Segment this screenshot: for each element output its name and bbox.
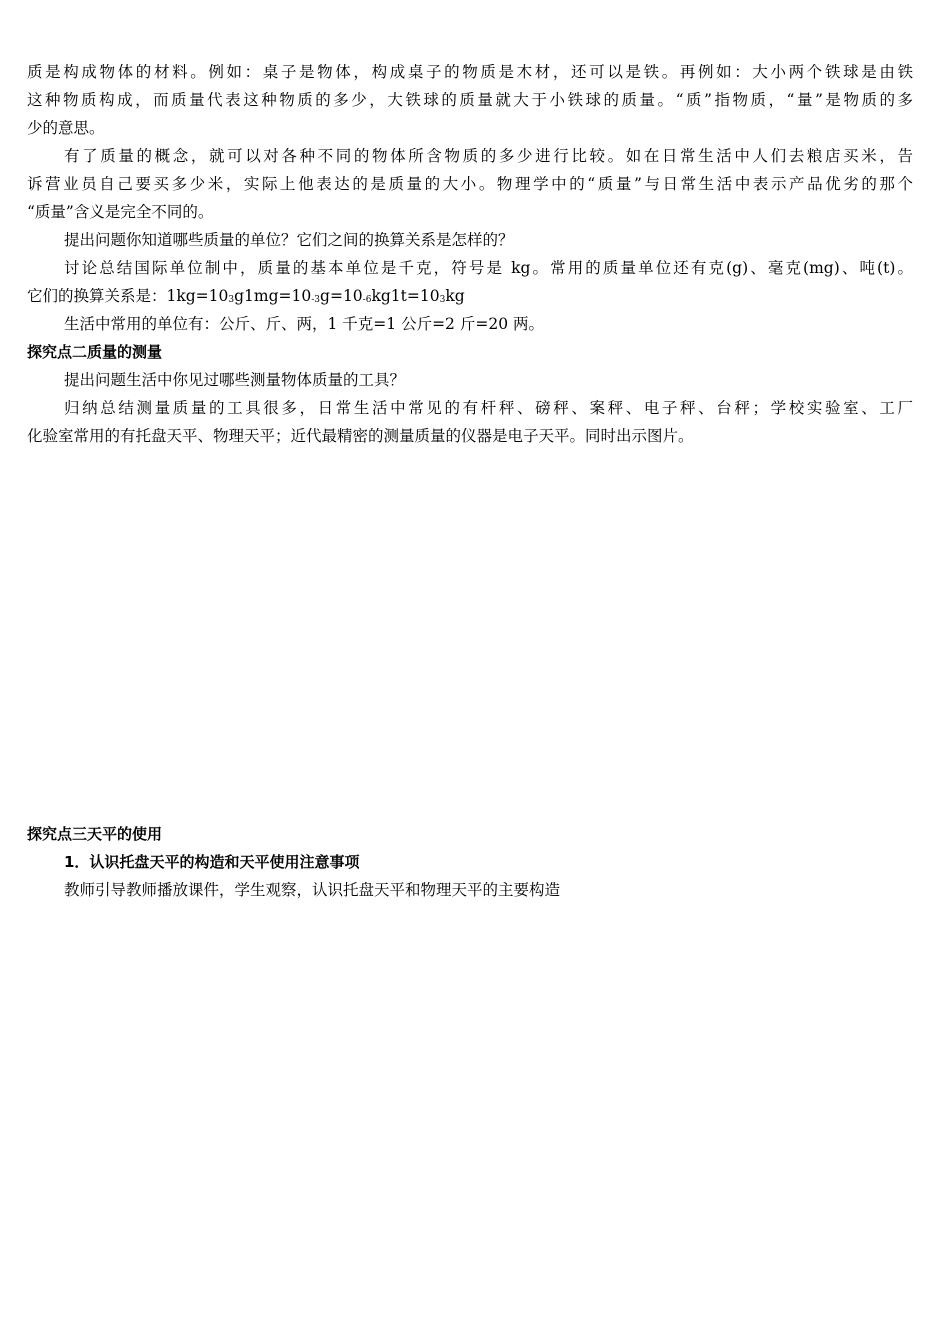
paragraph-1 (27, 58, 913, 86)
paragraph-6: 提出问题生活中你见过哪些测量物体质量的工具？ (64, 371, 406, 389)
text-line: 少的意思。 (27, 119, 105, 137)
paragraph-2-cont (27, 170, 913, 198)
text-segment: kg1t=10 (371, 287, 440, 305)
paragraph-5: 生活中常用的单位有：公斤、斤、两，1 千克=1 公斤=2 斤=20 两。 (64, 315, 544, 333)
text-line: 有了质量的概念，就可以对各种不同的物体所含物质的多少进行比较。如在日常生活中人们去粮店买米，告 (64, 147, 913, 165)
text-line: 化验室常用的有托盘天平、物理天平；近代最精密的测量质量的仪器是电子天平。同时出示图片。 (27, 427, 694, 445)
text-line: 讨论总结国际单位制中，质量的基本单位是千克，符号是 kg。常用的质量单位还有克(g)、毫克(mg)、吨(t)。 (64, 259, 913, 277)
text-line: “质量”含义是完全不同的。 (27, 203, 214, 221)
text-segment: g1mg=10 (234, 287, 312, 305)
paragraph-3: 提出问题你知道哪些质量的单位？它们之间的换算关系是怎样的？ (64, 231, 514, 249)
text-line: 这种物质构成，而质量代表这种物质的多少，大铁球的质量就大于小铁球的质量。“质”指物质，“量”是物质的多 (27, 91, 913, 109)
exponent: -3 (311, 295, 321, 305)
text-line: 质是构成物体的材料。例如：桌子是物体，构成桌子的物质是木材，还可以是铁。再例如：大小两个铁球是由铁 (27, 63, 913, 81)
exponent: 3 (228, 295, 235, 305)
text-segment: 它们的换算关系是：1kg=10 (27, 287, 229, 305)
paragraph-2 (64, 142, 913, 170)
paragraph-1-cont (27, 86, 913, 114)
exponent: -6 (362, 295, 372, 305)
text-line: 归纳总结测量质量的工具很多，日常生活中常见的有杆秤、磅秤、案秤、电子秤、台秤；学校实验室、工厂 (64, 399, 913, 417)
section-heading-3: 探究点三天平的使用 (27, 825, 163, 843)
exponent: 3 (439, 295, 446, 305)
subheading-1: 1．认识托盘天平的构造和天平使用注意事项 (64, 853, 360, 871)
text-segment: kg (445, 287, 465, 305)
paragraph-4 (64, 254, 913, 282)
section-heading-2: 探究点二质量的测量 (27, 343, 163, 361)
paragraph-8: 教师引导教师播放课件，学生观察，认识托盘天平和物理天平的主要构造 (64, 881, 561, 899)
text-line: 诉营业员自己要买多少米，实际上他表达的是质量的大小。物理学中的“质量”与日常生活中表示产品优劣的那个 (27, 175, 913, 193)
text-segment: g=10 (320, 287, 363, 305)
paragraph-7 (64, 394, 913, 422)
